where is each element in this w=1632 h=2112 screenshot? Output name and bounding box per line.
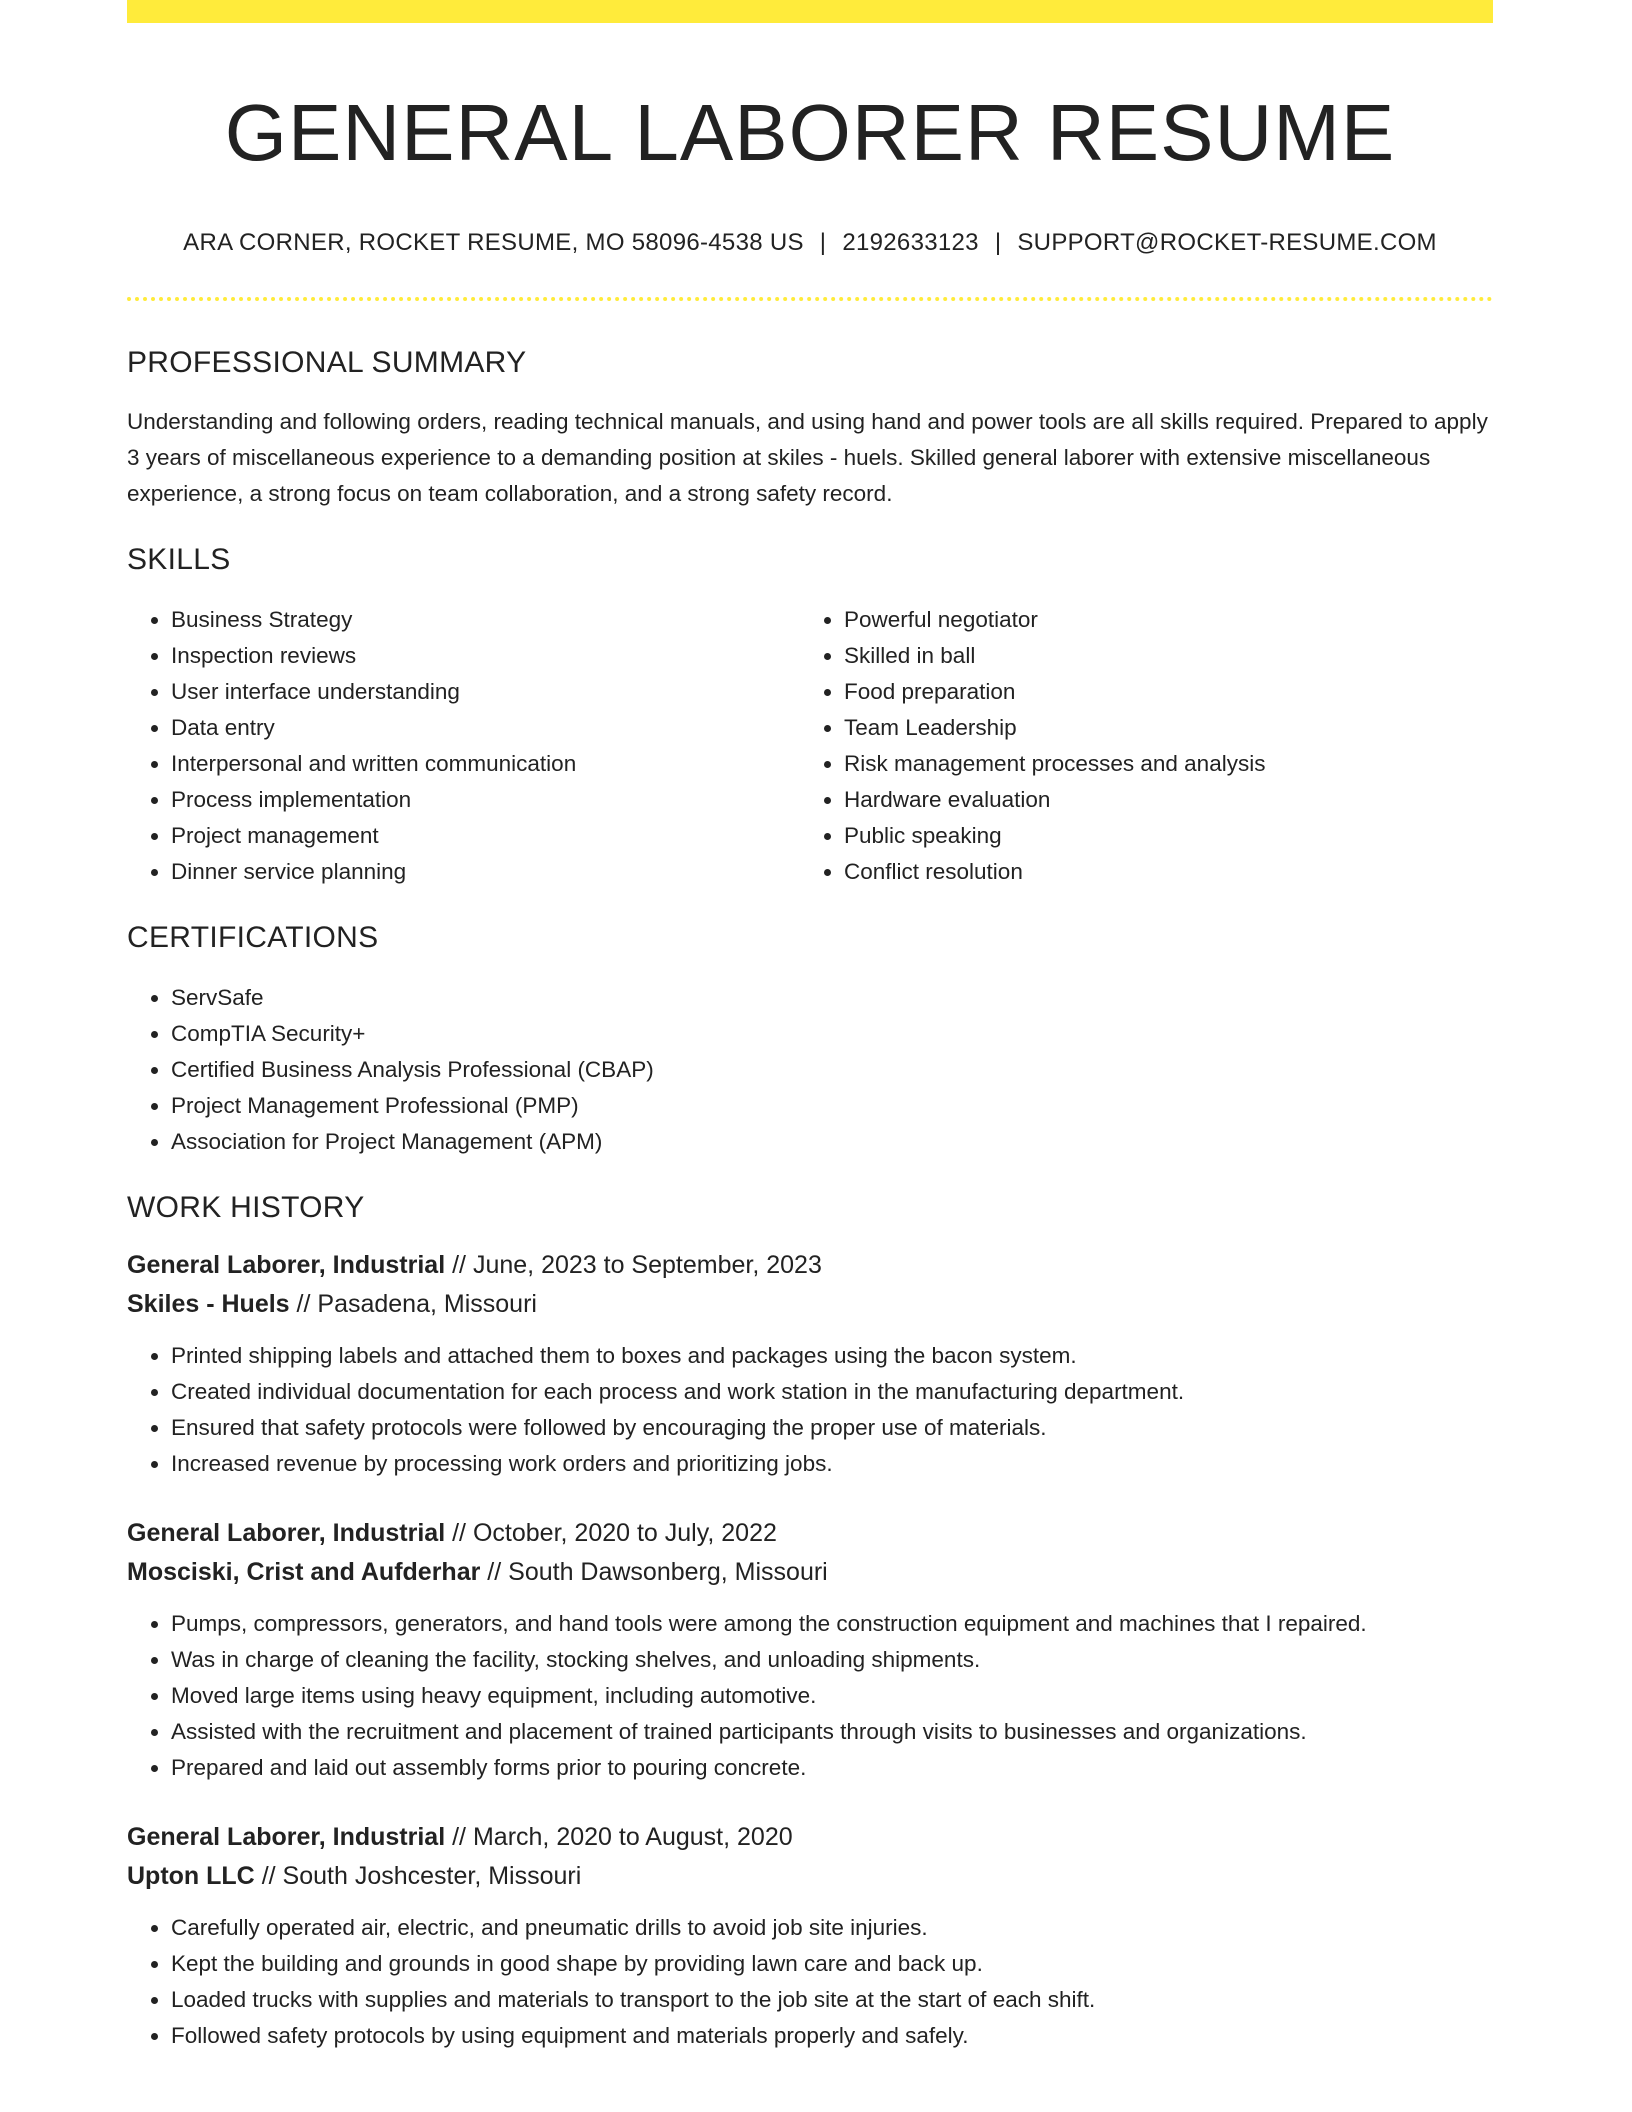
- job-bullet: • Increased revenue by processing work orders and prioritizing jobs.: [171, 1446, 1493, 1482]
- job-separator: //: [487, 1558, 502, 1586]
- job-company: Skiles - Huels: [127, 1290, 290, 1318]
- contact-phone: 2192633123: [842, 229, 979, 256]
- summary-heading: PROFESSIONAL SUMMARY: [127, 346, 527, 379]
- certification-item: • Association for Project Management (APM): [171, 1124, 1493, 1160]
- contact-separator: |: [819, 229, 827, 256]
- job-bullet: • Followed safety protocols by using equipment and materials properly and safely.: [171, 2018, 1493, 2054]
- certification-item: • CompTIA Security+: [171, 1016, 1493, 1052]
- skill-item: • Dinner service planning: [171, 854, 800, 890]
- top-accent-bar: [127, 0, 1493, 23]
- job-bullet: • Printed shipping labels and attached them to boxes and packages using the bacon system.: [171, 1338, 1493, 1374]
- resume-title: GENERAL LABORER RESUME: [224, 88, 1396, 177]
- skills-column-left: [127, 602, 800, 890]
- job-title: General Laborer, Industrial: [127, 1519, 446, 1547]
- skill-item: • User interface understanding: [171, 674, 800, 710]
- job-location: Pasadena, Missouri: [317, 1290, 537, 1318]
- contact-line: [127, 227, 1493, 259]
- job-title: General Laborer, Industrial: [127, 1251, 446, 1279]
- job-company: Upton LLC: [127, 1862, 255, 1890]
- job-bullet: • Pumps, compressors, generators, and hand tools were among the construction equipment and machines that I repaired.: [171, 1606, 1493, 1642]
- job-location: South Joshcester, Missouri: [282, 1862, 582, 1890]
- certifications-heading: CERTIFICATIONS: [127, 921, 379, 954]
- job-company-line: [127, 1857, 1493, 1896]
- skill-item: • Process implementation: [171, 782, 800, 818]
- job-bullet: • Created individual documentation for each process and work station in the manufacturing department.: [171, 1374, 1493, 1410]
- skill-item: • Skilled in ball: [844, 638, 1473, 674]
- certification-item: • Project Management Professional (PMP): [171, 1088, 1493, 1124]
- summary-section: [127, 345, 1493, 512]
- job-dates: October, 2020 to July, 2022: [472, 1519, 777, 1547]
- contact-email: SUPPORT@ROCKET-RESUME.COM: [1017, 229, 1437, 256]
- skill-item: • Interpersonal and written communication: [171, 746, 800, 782]
- job-location: South Dawsonberg, Missouri: [508, 1558, 828, 1586]
- job-entry: [127, 1514, 1493, 1786]
- skills-column-right: [800, 602, 1473, 890]
- certification-item: • Certified Business Analysis Professional (CBAP): [171, 1052, 1493, 1088]
- job-entry: [127, 1246, 1493, 1482]
- job-bullet: • Kept the building and grounds in good shape by providing lawn care and back up.: [171, 1946, 1493, 1982]
- job-entry: [127, 1818, 1493, 2054]
- summary-text: Understanding and following orders, reading technical manuals, and using hand and power tools are all skills required. Prepared to apply 3 years of miscellaneous experience to a demanding position at skiles - huels. Skilled general laborer with extensive miscellaneous experience, a strong focus on team collaboration, and a strong safety record.: [127, 409, 1488, 506]
- job-company-line: [127, 1553, 1493, 1592]
- job-bullet: • Loaded trucks with supplies and materials to transport to the job site at the start of each shift.: [171, 1982, 1493, 2018]
- job-bullet: • Prepared and laid out assembly forms prior to pouring concrete.: [171, 1750, 1493, 1786]
- skill-item: • Hardware evaluation: [844, 782, 1473, 818]
- contact-address: ARA CORNER, ROCKET RESUME, MO 58096-4538 US: [183, 229, 804, 256]
- job-bullets: [127, 1606, 1493, 1786]
- skill-item: • Project management: [171, 818, 800, 854]
- job-separator: //: [452, 1519, 467, 1547]
- job-title-line: [127, 1514, 1493, 1553]
- certification-item: • ServSafe: [171, 980, 1493, 1016]
- job-bullet: • Assisted with the recruitment and placement of trained participants through visits to businesses and organizations.: [171, 1714, 1493, 1750]
- job-bullets: [127, 1338, 1493, 1482]
- work-history-heading: WORK HISTORY: [127, 1191, 365, 1224]
- skill-item: • Business Strategy: [171, 602, 800, 638]
- skill-item: • Data entry: [171, 710, 800, 746]
- contact-separator: |: [994, 229, 1002, 256]
- job-separator: //: [261, 1862, 276, 1890]
- skill-item: • Inspection reviews: [171, 638, 800, 674]
- certifications-list: [127, 980, 1493, 1160]
- skills-section: [127, 542, 1493, 890]
- certifications-section: [127, 920, 1493, 1160]
- job-dates: March, 2020 to August, 2020: [472, 1823, 793, 1851]
- job-bullet: • Ensured that safety protocols were followed by encouraging the proper use of materials.: [171, 1410, 1493, 1446]
- work-history-section: [127, 1190, 1493, 2054]
- skill-item: • Food preparation: [844, 674, 1473, 710]
- job-company-line: [127, 1285, 1493, 1324]
- skill-item: • Risk management processes and analysis: [844, 746, 1473, 782]
- skill-item: • Conflict resolution: [844, 854, 1473, 890]
- job-bullet: • Was in charge of cleaning the facility, stocking shelves, and unloading shipments.: [171, 1642, 1493, 1678]
- job-separator: //: [452, 1251, 467, 1279]
- job-title: General Laborer, Industrial: [127, 1823, 446, 1851]
- skill-item: • Powerful negotiator: [844, 602, 1473, 638]
- job-company: Mosciski, Crist and Aufderhar: [127, 1558, 481, 1586]
- job-dates: June, 2023 to September, 2023: [472, 1251, 822, 1279]
- resume-page: [127, 0, 1493, 2054]
- dotted-divider: [127, 297, 1493, 301]
- job-separator: //: [452, 1823, 467, 1851]
- skill-item: • Team Leadership: [844, 710, 1473, 746]
- job-title-line: [127, 1818, 1493, 1857]
- skills-heading: SKILLS: [127, 543, 231, 576]
- job-bullet: • Moved large items using heavy equipment, including automotive.: [171, 1678, 1493, 1714]
- skill-item: • Public speaking: [844, 818, 1473, 854]
- job-separator: //: [296, 1290, 311, 1318]
- job-bullets: [127, 1910, 1493, 2054]
- job-title-line: [127, 1246, 1493, 1285]
- job-bullet: • Carefully operated air, electric, and pneumatic drills to avoid job site injuries.: [171, 1910, 1493, 1946]
- skills-grid: [127, 602, 1493, 890]
